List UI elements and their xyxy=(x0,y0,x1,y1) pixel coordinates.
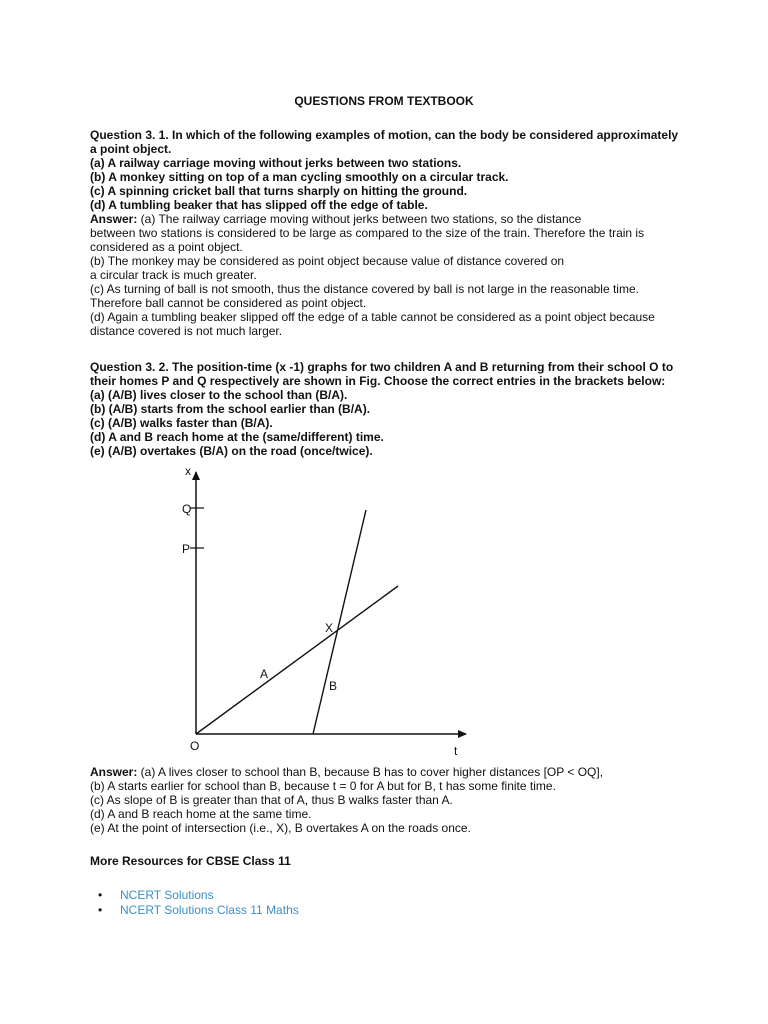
line-b-label: B xyxy=(329,679,338,693)
answer-3-2 xyxy=(90,765,690,835)
answer-line xyxy=(90,212,690,226)
option-b: (b) (A/B) starts from the school earlier than (B/A). xyxy=(90,402,371,416)
position-time-graph xyxy=(176,458,476,760)
bullet-icon: • xyxy=(98,888,103,902)
intersection-label: X xyxy=(325,621,334,635)
answer-line: between two stations is considered to be large as compared to the size of the train. Therefore the train is xyxy=(90,226,645,240)
bullet-icon: • xyxy=(98,903,103,917)
question-text: Question 3. 2. The position-time (x -1) graphs for two children A and B returning from their school O to xyxy=(90,360,674,374)
question-text: their homes P and Q respectively are shown in Fig. Choose the correct entries in the brackets below: xyxy=(90,374,666,388)
answer-label: Answer: xyxy=(90,212,138,226)
answer-label: Answer: xyxy=(90,765,138,779)
answer-line: (d) A and B reach home at the same time. xyxy=(90,807,312,821)
option-b: (b) A monkey sitting on top of a man cycling smoothly on a circular track. xyxy=(90,170,509,184)
more-resources-heading: More Resources for CBSE Class 11 xyxy=(90,854,291,868)
option-d: (d) A tumbling beaker that has slipped off the edge of table. xyxy=(90,198,428,212)
option-e: (e) (A/B) overtakes (B/A) on the road (once/twice). xyxy=(90,444,373,458)
answer-line xyxy=(90,765,690,779)
line-a xyxy=(196,586,398,734)
answer-text: (a) A lives closer to school than B, because B has to cover higher distances [OP < OQ], xyxy=(137,765,604,779)
y-axis-label: x xyxy=(185,464,191,478)
option-a: (a) A railway carriage moving without jerks between two stations. xyxy=(90,156,462,170)
option-c: (c) (A/B) walks faster than (B/A). xyxy=(90,416,273,430)
question-text: Question 3. 1. In which of the following examples of motion, can the body be considered approximately xyxy=(90,128,679,142)
link-ncert-solutions-class-11-maths[interactable]: NCERT Solutions Class 11 Maths xyxy=(120,903,299,917)
answer-line: considered as a point object. xyxy=(90,240,243,254)
answer-line: a circular track is much greater. xyxy=(90,268,257,282)
answer-line: (c) As turning of ball is not smooth, thus the distance covered by ball is not large in the reasonable time. xyxy=(90,282,639,296)
answer-text: (a) The railway carriage moving without jerks between two stations, so the distance xyxy=(137,212,582,226)
line-b xyxy=(313,510,366,734)
page-title: QUESTIONS FROM TEXTBOOK xyxy=(294,94,474,108)
answer-line: (c) As slope of B is greater than that of A, thus B walks faster than A. xyxy=(90,793,453,807)
answer-line: (e) At the point of intersection (i.e., X), B overtakes A on the roads once. xyxy=(90,821,471,835)
answer-line: (b) A starts earlier for school than B, because t = 0 for A but for B, t has some finite time. xyxy=(90,779,556,793)
answer-line: (b) The monkey may be considered as point object because value of distance covered on xyxy=(90,254,565,268)
option-d: (d) A and B reach home at the (same/different) time. xyxy=(90,430,384,444)
answer-line: (d) Again a tumbling beaker slipped off the edge of a table cannot be considered as a point object because xyxy=(90,310,655,324)
option-a: (a) (A/B) lives closer to the school than (B/A). xyxy=(90,388,348,402)
tick-p-label: P xyxy=(182,542,191,556)
x-axis-label: t xyxy=(454,744,458,758)
question-3-1 xyxy=(90,128,690,338)
option-c: (c) A spinning cricket ball that turns sharply on hitting the ground. xyxy=(90,184,468,198)
tick-q-label: Q xyxy=(182,502,192,516)
origin-label: O xyxy=(190,739,200,753)
link-ncert-solutions[interactable]: NCERT Solutions xyxy=(120,888,214,902)
question-3-2 xyxy=(90,360,690,458)
line-a-label: A xyxy=(260,667,269,681)
answer-line: distance covered is not much larger. xyxy=(90,324,283,338)
question-text: a point object. xyxy=(90,142,172,156)
answer-line: Therefore ball cannot be considered as point object. xyxy=(90,296,367,310)
